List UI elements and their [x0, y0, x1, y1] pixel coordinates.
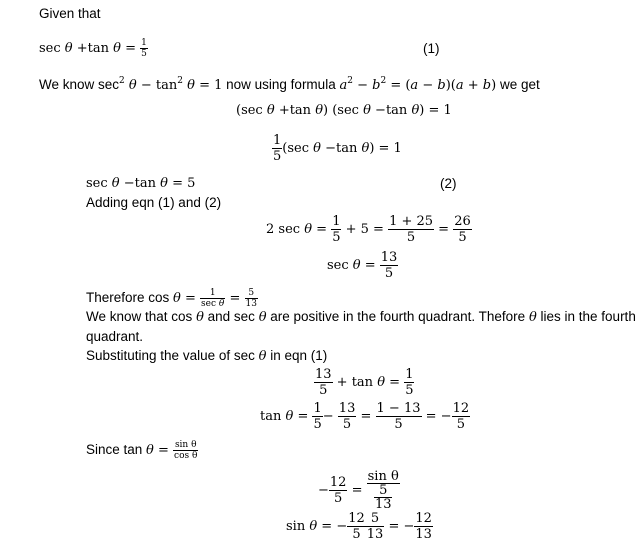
substituting-text: Substituting the value of sec θ in eqn (1) [86, 348, 328, 364]
theta-symbol: θ [113, 41, 121, 56]
equation-2: sec θ −tan θ = 5 [86, 176, 196, 191]
equation-1 [39, 38, 148, 59]
ratio-equation: − $\frac{12}{5}$ = $\frac{\text{sin θ}}{\frac{5}{13}}$ [318, 469, 399, 512]
sec-fn: sec [39, 41, 65, 56]
identity-line: We know $\sec^2 \theta - \tan^2 \theta = 1$ now using formula $a^2 - b^2 = (a - b)(a + b)$ we get [39, 76, 540, 93]
fraction: $\frac{13}{5}$ [315, 367, 332, 398]
tan-fn: +tan [72, 41, 114, 56]
since-line: Since tan θ = $\frac{\text{sin θ}}{\text{cos θ}}$ [86, 440, 198, 461]
substitution-equation: $\frac{13}{5}$ + tan θ = $\frac{1}{5}$ [315, 367, 414, 398]
fraction: $\frac{5}{13}$ [366, 511, 384, 542]
compound-fraction: $\frac{\text{sin θ}}{\frac{5}{13}}$ [367, 469, 399, 512]
quadrant-text: We know that cos θ and sec θ are positive in the fourth quadrant. Thefore θ lies in the fourth [86, 309, 636, 325]
fifth-equation: $\frac{1}{5}$ (sec θ −tan θ) = 1 [273, 133, 402, 164]
intro-text: Given that [39, 6, 101, 21]
equals: = [120, 41, 141, 56]
product-equation: (sec θ +tan θ) (sec θ −tan θ) = 1 [236, 103, 452, 118]
adding-text: Adding eqn (1) and (2) [86, 195, 222, 210]
tan-value: tan θ = $\frac{1}{5}$ − $\frac{13}{5}$ = $\frac{1 - 13}{5}$ = − $\frac{12}{5}$ [260, 401, 470, 432]
fraction: $\frac{1 + 25}{5}$ [389, 214, 434, 245]
fraction: 1 sec θ [201, 288, 225, 309]
inner-fraction: $\frac{5}{13}$ [374, 483, 392, 512]
fraction: $\frac{1}{5}$ [313, 401, 322, 432]
fraction: $\frac{1 - 13}{5}$ [376, 401, 421, 432]
fraction: $\frac{\text{sin θ}}{\text{cos θ}}$ [174, 440, 198, 461]
fraction: $\frac{1}{5}$ [405, 367, 414, 398]
sin-value: sin θ = − $\frac{12}{5}$ $\frac{5}{13}$ = − $\frac{12}{13}$ [286, 511, 432, 542]
fraction: $\frac{1}{5}$ [332, 214, 341, 245]
theta-symbol: θ [64, 41, 73, 56]
fraction: $\frac{12}{13}$ [415, 511, 432, 542]
sum-equation: 2 sec θ = $\frac{1}{5}$ + 5 = $\frac{1 + 25}{5}$ = $\frac{26}{5}$ [266, 214, 471, 245]
fraction: $\frac{12}{5}$ [452, 401, 470, 432]
equation-2-label: (2) [440, 176, 457, 191]
fraction: $\frac{1}{5}$ [273, 133, 282, 164]
quadrant-text-cont: quadrant. [86, 329, 144, 344]
cos-line: Therefore cos θ = 1 sec θ = $\frac{5}{13}$ [86, 288, 257, 309]
fraction: $\frac{5}{13}$ [245, 288, 257, 309]
fraction: $\frac{13}{5}$ [380, 250, 398, 281]
fraction: $\frac{12}{5}$ [348, 511, 365, 542]
fraction: $\frac{26}{5}$ [454, 214, 471, 245]
fraction: $\frac{12}{5}$ [329, 475, 347, 506]
fraction: $\frac{13}{5}$ [338, 401, 356, 432]
equation-1-label: (1) [423, 41, 440, 56]
fraction: $\frac{1}{5}$ [141, 38, 147, 59]
sec-value: sec θ = $\frac{13}{5}$ [327, 250, 398, 281]
